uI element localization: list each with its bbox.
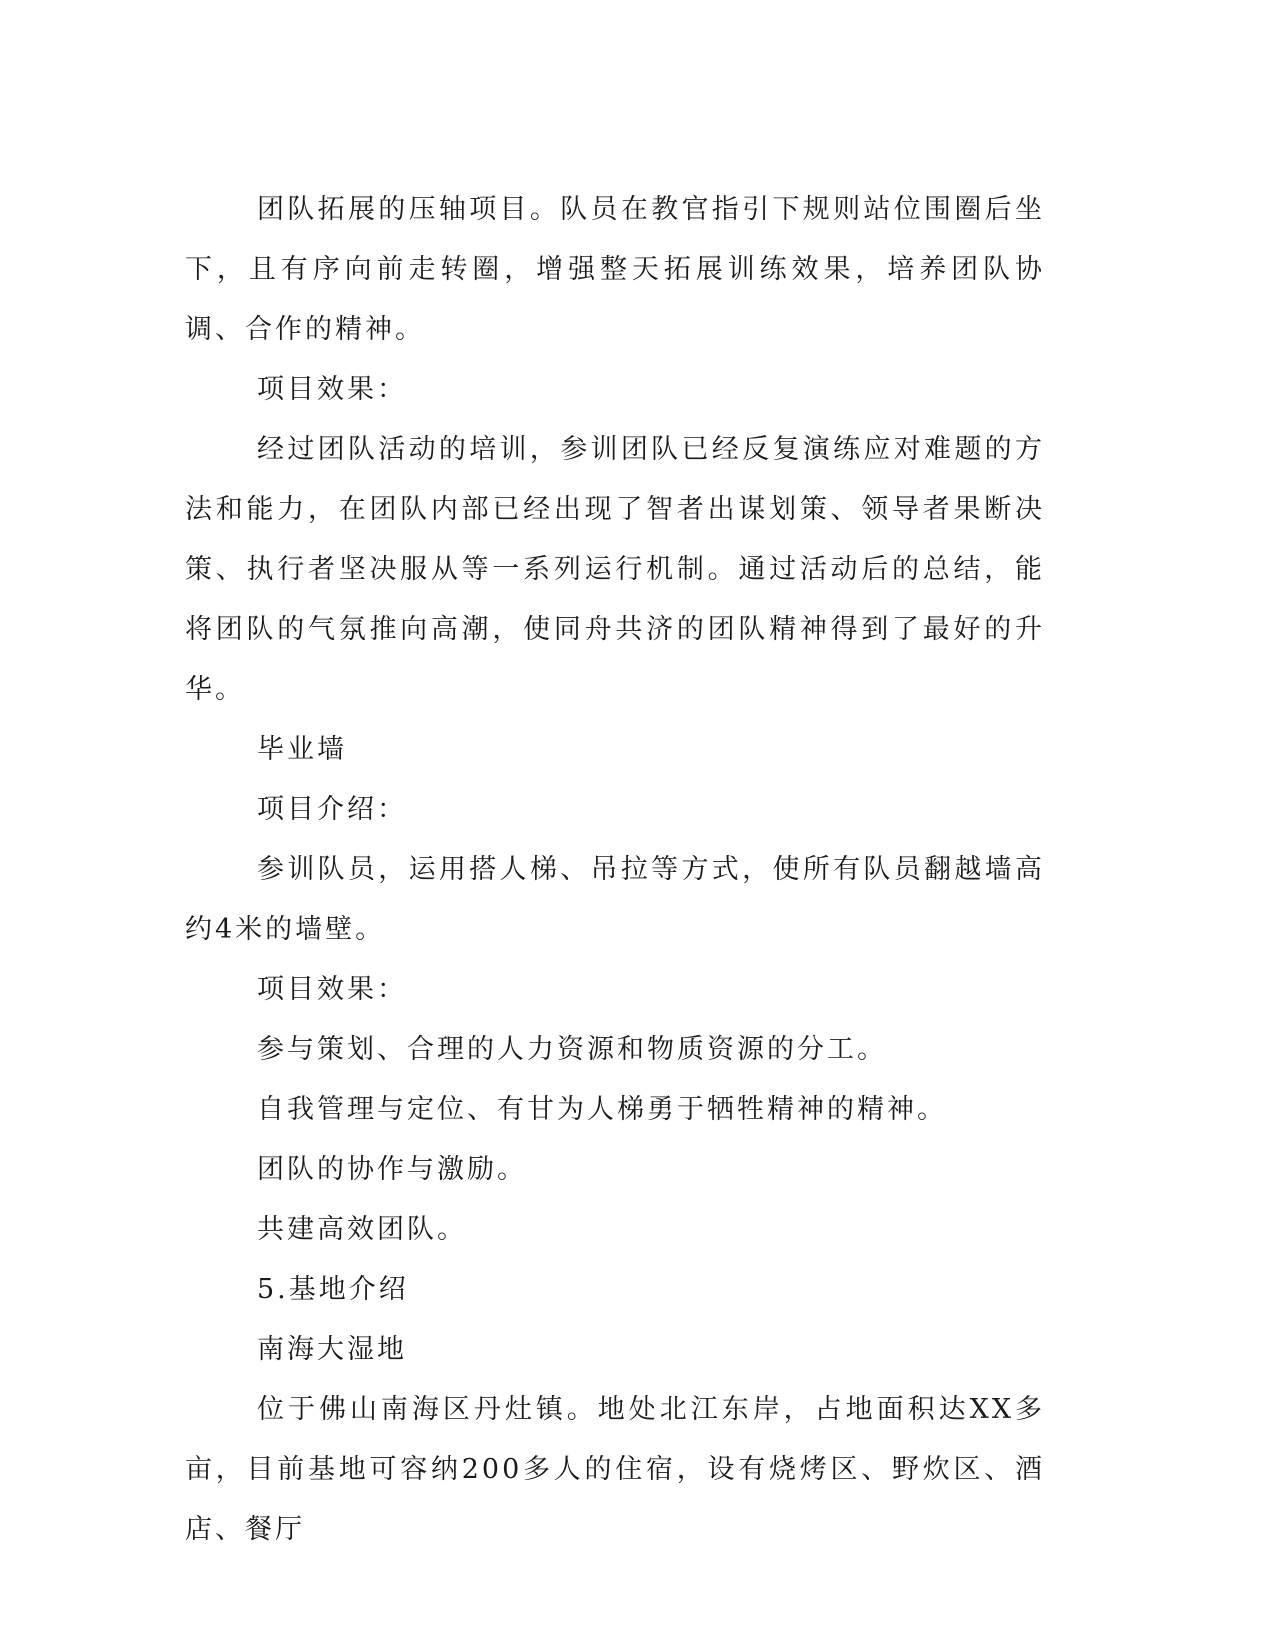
document-body bbox=[185, 180, 1045, 1560]
heading-nanhai-wetland: 南海大湿地 bbox=[257, 1334, 407, 1365]
heading-project-intro: 项目介绍： bbox=[257, 794, 407, 825]
paragraph-base-description: 位于佛山南海区丹灶镇。地处北江东岸，占地面积达XX多亩，目前基地可容纳200多人的住宿，设有烧烤区、野炊区、酒店、餐厅 bbox=[185, 1394, 1045, 1545]
effect-item-cooperation: 团队的协作与激励。 bbox=[257, 1154, 527, 1185]
effect-item-team-building: 共建高效团队。 bbox=[257, 1214, 467, 1245]
heading-project-effect-2: 项目效果： bbox=[257, 974, 407, 1005]
paragraph-project-description: 团队拓展的压轴项目。队员在教官指引下规则站位围圈后坐下，且有序向前走转圈，增强整天拓展训练效果，培养团队协调、合作的精神。 bbox=[185, 194, 1045, 345]
effect-item-self-management: 自我管理与定位、有甘为人梯勇于牺牲精神的精神。 bbox=[257, 1094, 947, 1125]
heading-project-effect: 项目效果： bbox=[257, 374, 407, 405]
effect-item-planning: 参与策划、合理的人力资源和物质资源的分工。 bbox=[257, 1034, 887, 1065]
heading-base-intro: 5.基地介绍 bbox=[257, 1274, 409, 1305]
paragraph-graduation-wall-intro: 参训队员，运用搭人梯、吊拉等方式，使所有队员翻越墙高约4米的墙壁。 bbox=[185, 854, 1045, 945]
heading-graduation-wall: 毕业墙 bbox=[257, 734, 347, 765]
paragraph-project-effect: 经过团队活动的培训，参训团队已经反复演练应对难题的方法和能力，在团队内部已经出现了智者出谋划策、领导者果断决策、执行者坚决服从等一系列运行机制。通过活动后的总结，能将团队的气氛推向高潮，使同舟共济的团队精神得到了最好的升华。 bbox=[185, 434, 1045, 705]
